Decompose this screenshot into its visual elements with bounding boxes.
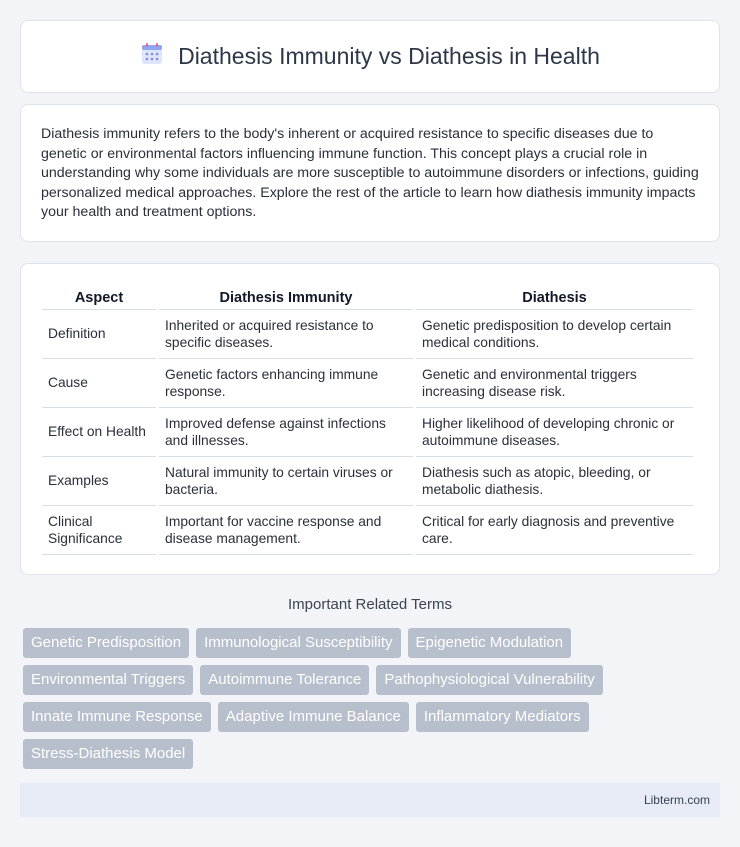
- header-diathesis-immunity: Diathesis Immunity: [159, 284, 413, 310]
- related-terms-heading: Important Related Terms: [288, 596, 452, 613]
- table-row: [42, 359, 693, 408]
- table-row: [42, 408, 693, 457]
- row-diathesis-immunity: Inherited or acquired resistance to specific diseases.: [159, 310, 413, 359]
- related-term-tag[interactable]: Immunological Susceptibility: [196, 628, 400, 658]
- comparison-table-card: [20, 263, 720, 575]
- related-term-tag[interactable]: Innate Immune Response: [23, 702, 211, 732]
- row-diathesis: Higher likelihood of developing chronic or autoimmune diseases.: [416, 408, 693, 457]
- row-diathesis-immunity: Important for vaccine response and disease management.: [159, 506, 413, 555]
- related-term-tag[interactable]: Adaptive Immune Balance: [218, 702, 409, 732]
- intro-paragraph: Diathesis immunity refers to the body's inherent or acquired resistance to specific diseases due to genetic or environmental factors influencing immune function. This concept plays a crucial role in understanding why some individuals are more susceptible to autoimmune disorders or infections, guiding personalized medical approaches. Explore the rest of the article to learn how diathesis immunity impacts your health and treatment options.: [41, 126, 699, 221]
- header-aspect: Aspect: [42, 284, 156, 310]
- row-aspect: Effect on Health: [42, 408, 156, 457]
- row-diathesis-immunity: Improved defense against infections and illnesses.: [159, 408, 413, 457]
- calendar-grid-icon: [140, 42, 164, 71]
- table-header-row: [42, 284, 693, 310]
- row-diathesis-immunity: Genetic factors enhancing immune response.: [159, 359, 413, 408]
- related-term-tag[interactable]: Epigenetic Modulation: [408, 628, 572, 658]
- row-diathesis: Genetic predisposition to develop certain medical conditions.: [416, 310, 693, 359]
- row-aspect: Definition: [42, 310, 156, 359]
- footer-bar: [20, 783, 720, 817]
- row-diathesis-immunity: Natural immunity to certain viruses or bacteria.: [159, 457, 413, 506]
- row-aspect: Cause: [42, 359, 156, 408]
- table-row: [42, 506, 693, 555]
- related-term-tag[interactable]: Stress-Diathesis Model: [23, 739, 193, 769]
- intro-card: [20, 104, 720, 242]
- page-title: Diathesis Immunity vs Diathesis in Health: [178, 43, 600, 69]
- row-diathesis: Diathesis such as atopic, bleeding, or metabolic diathesis.: [416, 457, 693, 506]
- comparison-table: [39, 284, 696, 555]
- title-wrap: [140, 42, 600, 71]
- table-row: [42, 310, 693, 359]
- related-terms-list: [23, 628, 723, 769]
- related-term-tag[interactable]: Autoimmune Tolerance: [200, 665, 369, 695]
- related-term-tag[interactable]: Genetic Predisposition: [23, 628, 189, 658]
- row-aspect: Examples: [42, 457, 156, 506]
- related-term-tag[interactable]: Environmental Triggers: [23, 665, 193, 695]
- header-diathesis: Diathesis: [416, 284, 693, 310]
- row-aspect: Clinical Significance: [42, 506, 156, 555]
- header-card: [20, 20, 720, 93]
- table-row: [42, 457, 693, 506]
- related-term-tag[interactable]: Inflammatory Mediators: [416, 702, 589, 732]
- footer-site-link[interactable]: Libterm.com: [643, 793, 710, 807]
- related-term-tag[interactable]: Pathophysiological Vulnerability: [376, 665, 602, 695]
- row-diathesis: Genetic and environmental triggers increasing disease risk.: [416, 359, 693, 408]
- row-diathesis: Critical for early diagnosis and preventive care.: [416, 506, 693, 555]
